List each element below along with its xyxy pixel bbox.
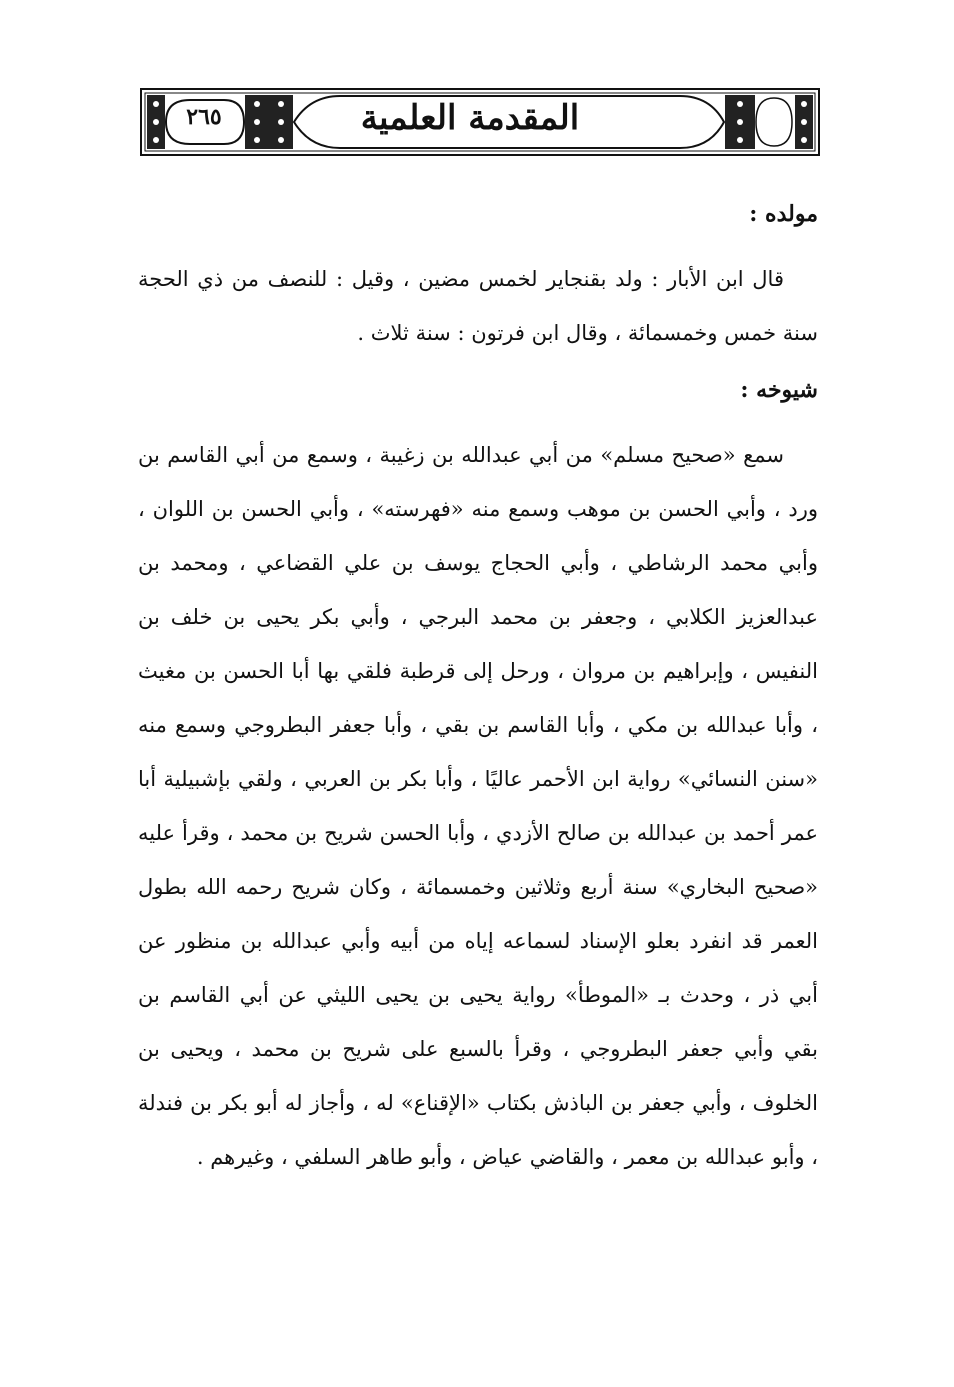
- section-paragraph-birth: قال ابن الأبار : ولد بقنجاير لخمس مضين ، وقيل : للنصف من ذي الحجة سنة خمس وخمسمائة ، وقال ابن فرتون : سنة ثلاث .: [138, 267, 818, 345]
- section-heading-teachers: شيوخه :: [740, 377, 818, 403]
- running-title: المقدمة العلمية: [360, 98, 580, 138]
- page-body: [138, 194, 818, 1194]
- emblem-logo: [752, 98, 804, 144]
- section-paragraph-teachers: سمع «صحيح مسلم» من أبي عبدالله بن زغيبة ، وسمع من أبي القاسم بن ورد ، وأبي الحسن بن موهب وسمع منه «فهرسته» ، وأبي الحسن بن اللوان ، وأبي محمد الرشاطي ، وأبي الحجاج يوسف بن علي القضاعي ، ومحمد بن عبدالعزيز الكلابي ، وجعفر بن محمد البرجي ، وأبي بكر يحيى بن خلف بن النفيس ، وإبراهيم بن مروان ، ورحل إلى قرطبة فلقي بها أبا الحسن بن مغيث ، وأبا عبدالله بن مكي ، وأبا القاسم بن بقي ، وأبا جعفر البطروجي وسمع منه «سنن النسائي» رواية ابن الأحمر عاليًا ، وأبا بكر بن العربي ، ولقي بإشبيلية أبا عمر أحمد بن عبدالله بن صالح الأزدي ، وأبا الحسن شريح بن محمد ، وقرأ عليه «صحيح البخاري» سنة أربع وثلاثين وخمسمائة ، وكان شريح رحمه الله بطول العمر قد انفرد بعلو الإسناد لسماعه إياه من أبيه وأبي عبدالله بن منظور عن أبي ذر ، وحدث بـ «الموطأ» رواية يحيى بن يحيى الليثي عن أبي القاسم بن بقي وأبي جعفر البطروجي ، وقرأ بالسبع على شريح بن محمد ، ويحيى بن الخلوف ، وأبي جعفر بن الباذش بكتاب «الإقناع» له ، وأجاز له أبو بكر بن فندلة ، وأبو عبدالله بن معمر ، والقاضي عياض ، وأبو طاهر السلفي ، وغيرهم .: [138, 443, 818, 1169]
- section-heading-birth: مولده :: [749, 201, 818, 227]
- page-number: ٢٦٥: [186, 104, 222, 130]
